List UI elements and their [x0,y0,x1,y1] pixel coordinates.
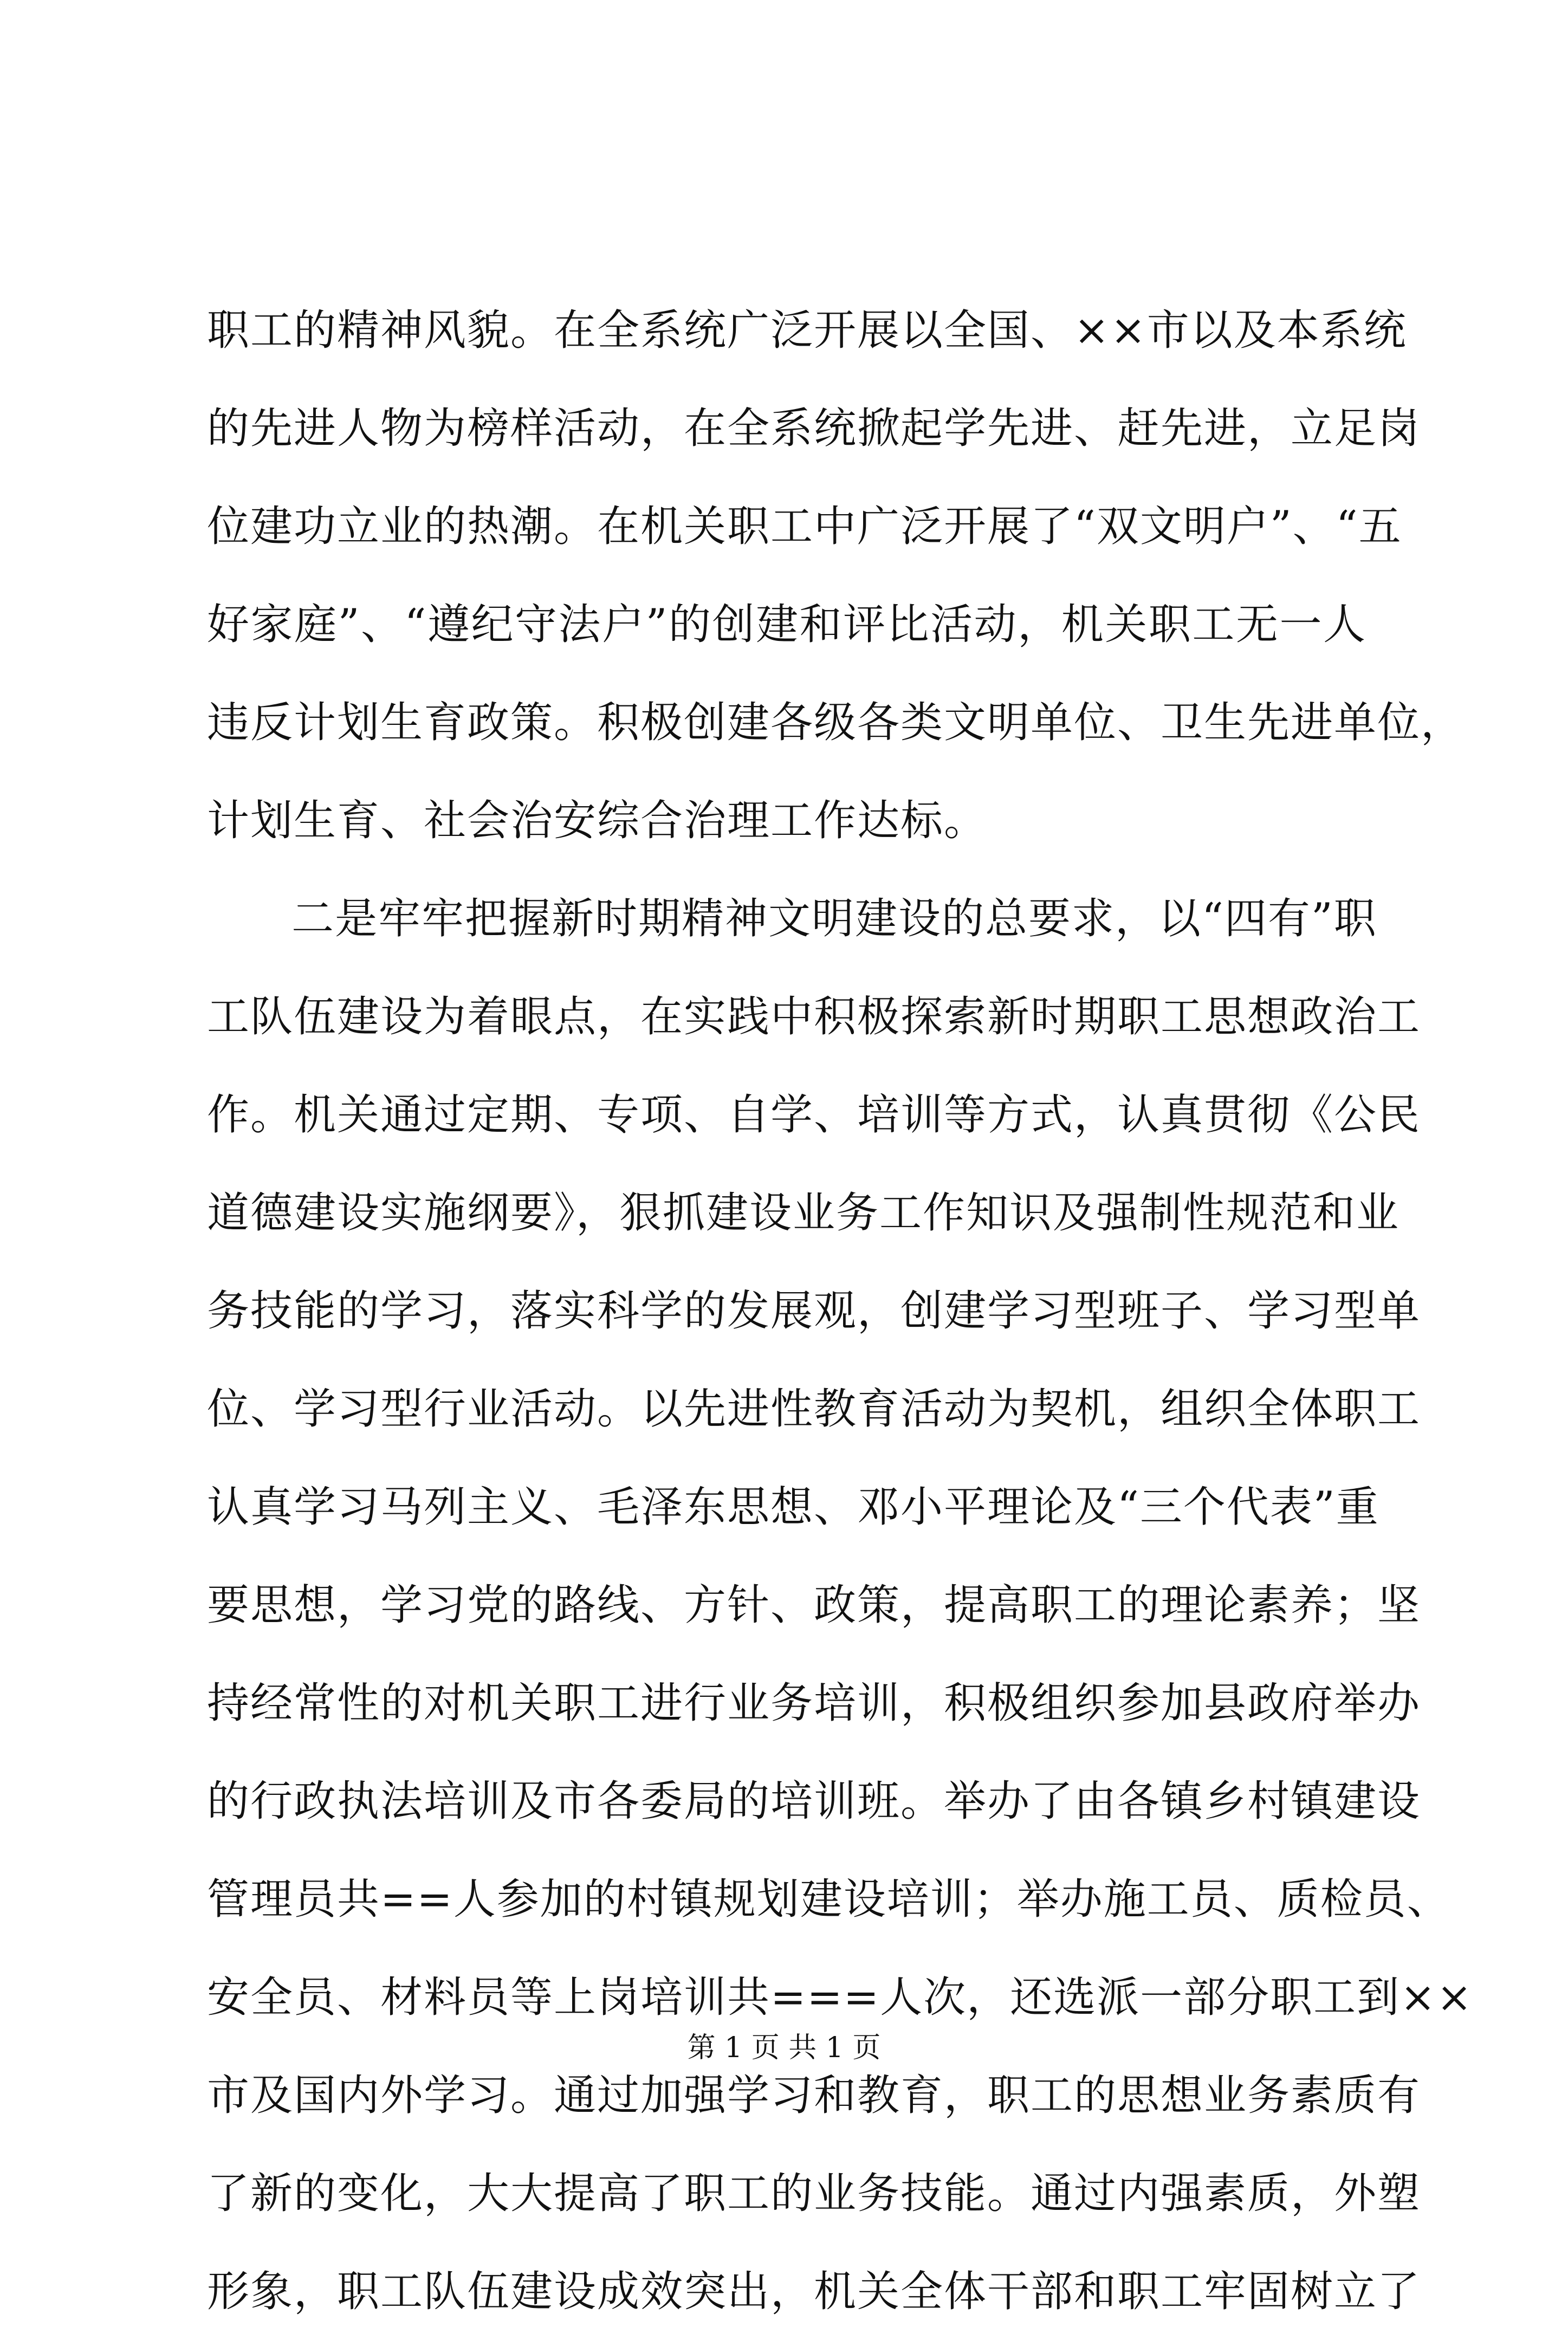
text-line: 位建功立业的热潮。在机关职工中广泛开展了“双文明户”、“五 [207,502,1402,551]
text-line: 持经常性的对机关职工进行业务培训，积极组织参加县政府举办 [207,1679,1421,1728]
text-line: 的先进人物为榜样活动，在全系统掀起学先进、赶先进，立足岗 [207,404,1421,453]
text-line: 认真学习马列主义、毛泽东思想、邓小平理论及“三个代表”重 [207,1483,1379,1532]
text-line: 违反计划生育政策。积极创建各级各类文明单位、卫生先进单位， [207,698,1465,747]
text-line: 市及国内外学习。通过加强学习和教育，职工的思想业务素质有 [207,2071,1421,2120]
text-line: 安全员、材料员等上岗培训共===人次，还选派一部分职工到×× [207,1973,1473,2022]
text-line: 形象，职工队伍建设成效突出，机关全体干部和职工牢固树立了 [207,2267,1421,2316]
text-line: 了新的变化，大大提高了职工的业务技能。通过内强素质，外塑 [207,2169,1421,2218]
paragraph-start-line: 二是牢牢把握新时期精神文明建设的总要求，以“四有”职 [291,894,1377,943]
text-line: 管理员共==人参加的村镇规划建设培训；举办施工员、质检员、 [207,1875,1450,1924]
text-line: 位、学习型行业活动。以先进性教育活动为契机，组织全体职工 [207,1385,1421,1434]
text-line: 好家庭”、“遵纪守法户”的创建和评比活动，机关职工无一人 [207,600,1366,649]
text-line: 道德建设实施纲要》，狠抓建设业务工作知识及强制性规范和业 [207,1189,1400,1237]
page-footer [0,2029,1568,2067]
text-line: 务技能的学习，落实科学的发展观，创建学习型班子、学习型单 [207,1287,1421,1335]
page-number-label: 第 1 页 共 1 页 [687,2032,881,2064]
text-line: 要思想，学习党的路线、方针、政策，提高职工的理论素养；坚 [207,1581,1421,1630]
text-line: 计划生育、社会治安综合治理工作达标。 [207,796,988,845]
text-line: 作。机关通过定期、专项、自学、培训等方式，认真贯彻《公民 [207,1091,1421,1139]
text-line: 职工的精神风貌。在全系统广泛开展以全国、××市以及本系统 [207,306,1407,355]
text-line: 工队伍建设为着眼点，在实践中积极探索新时期职工思想政治工 [207,993,1421,1041]
text-line: 的行政执法培训及市各委局的培训班。举办了由各镇乡村镇建设 [207,1777,1421,1826]
